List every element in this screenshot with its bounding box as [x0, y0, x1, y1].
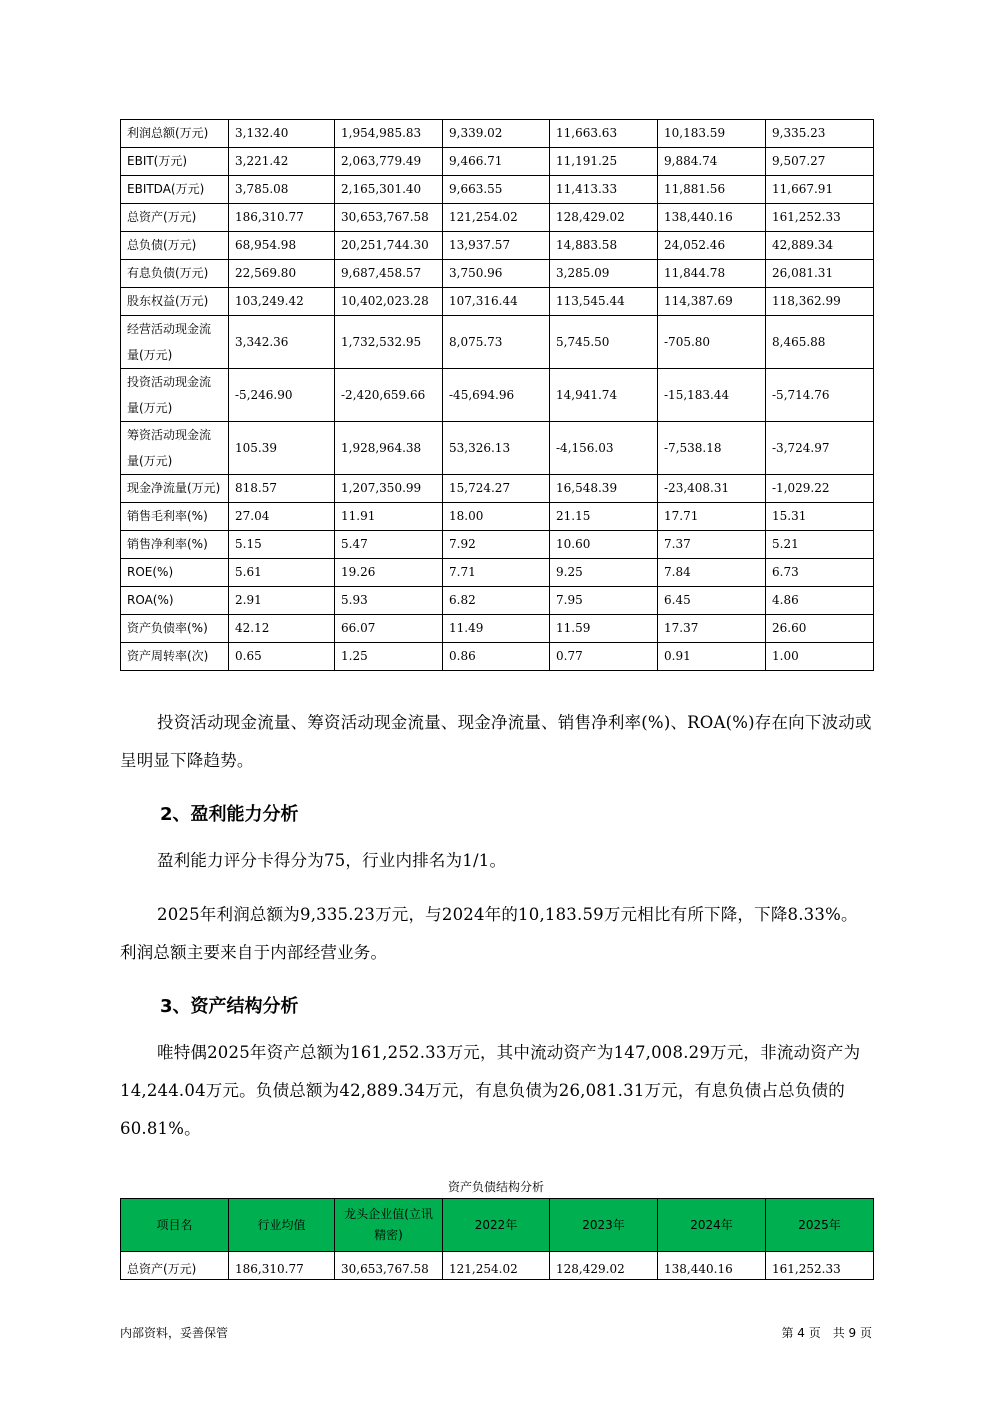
table-cell: 17.37 [658, 615, 766, 643]
table-cell: 9,687,458.57 [335, 260, 443, 288]
table-cell: 5.93 [335, 587, 443, 615]
table-cell: -7,538.18 [658, 422, 766, 475]
row-label: EBITDA(万元) [121, 176, 229, 204]
table-cell: 8,075.73 [443, 316, 550, 369]
row-label: 总资产(万元) [121, 1252, 229, 1280]
table-cell: 26.60 [766, 615, 874, 643]
assets-paragraph [120, 1034, 874, 1148]
table-cell: 19.26 [335, 559, 443, 587]
table-row [121, 176, 874, 204]
row-label: 经营活动现金流量(万元) [121, 316, 229, 369]
table-cell: 5.15 [229, 531, 335, 559]
table-row [121, 503, 874, 531]
table-cell: 24,052.46 [658, 232, 766, 260]
table-cell: 42,889.34 [766, 232, 874, 260]
table-cell: 9,884.74 [658, 148, 766, 176]
table-cell: 11.91 [335, 503, 443, 531]
header-cell: 龙头企业值(立讯精密) [335, 1199, 443, 1252]
table-cell: 128,429.02 [550, 204, 658, 232]
table-cell: 2,063,779.49 [335, 148, 443, 176]
table-cell: 11.49 [443, 615, 550, 643]
table-cell: 17.71 [658, 503, 766, 531]
table-row [121, 260, 874, 288]
table-row [121, 531, 874, 559]
table-cell: 10,183.59 [658, 120, 766, 148]
table-cell: 6.73 [766, 559, 874, 587]
header-cell: 项目名 [121, 1199, 229, 1252]
table-row [121, 559, 874, 587]
table-cell: 1,207,350.99 [335, 475, 443, 503]
table-cell: -4,156.03 [550, 422, 658, 475]
table-cell: 8,465.88 [766, 316, 874, 369]
table-cell: 11,663.63 [550, 120, 658, 148]
row-label: 销售净利率(%) [121, 531, 229, 559]
table-cell: 30,653,767.58 [335, 204, 443, 232]
table-cell: 3,285.09 [550, 260, 658, 288]
table-cell: 13,937.57 [443, 232, 550, 260]
table-cell: 1,732,532.95 [335, 316, 443, 369]
table-row [121, 422, 874, 475]
row-label: 利润总额(万元) [121, 120, 229, 148]
table-cell: 11,413.33 [550, 176, 658, 204]
row-label: ROA(%) [121, 587, 229, 615]
table-cell: -5,714.76 [766, 369, 874, 422]
assets-text: 唯特偶2025年资产总额为161,252.33万元，其中流动资产为147,008.29万元，非流动资产为14,244.04万元。负债总额为42,889.34万元，有息负债为26,081.31万元，有息负债占总负债的60.81%。 [120, 1043, 861, 1138]
section-heading-asset-structure: 3、资产结构分析 [160, 996, 299, 1017]
table-cell: 121,254.02 [443, 204, 550, 232]
table-cell: 1.25 [335, 643, 443, 671]
row-label: 资产周转率(次) [121, 643, 229, 671]
table-cell: 3,785.08 [229, 176, 335, 204]
row-label: 投资活动现金流量(万元) [121, 369, 229, 422]
table-cell: 3,132.40 [229, 120, 335, 148]
table-cell: 18.00 [443, 503, 550, 531]
table-cell: 11,667.91 [766, 176, 874, 204]
row-label: 筹资活动现金流量(万元) [121, 422, 229, 475]
table-row [121, 148, 874, 176]
table-cell: 68,954.98 [229, 232, 335, 260]
table-cell: 14,883.58 [550, 232, 658, 260]
table-cell: -3,724.97 [766, 422, 874, 475]
table-cell: 128,429.02 [550, 1252, 658, 1280]
table-cell: 3,342.36 [229, 316, 335, 369]
table-cell: 1.00 [766, 643, 874, 671]
section-heading-profitability: 2、盈利能力分析 [160, 804, 299, 825]
row-label: 总资产(万元) [121, 204, 229, 232]
table-row [121, 232, 874, 260]
table-cell: 0.77 [550, 643, 658, 671]
row-label: EBIT(万元) [121, 148, 229, 176]
table-cell: 3,221.42 [229, 148, 335, 176]
table-cell: 10,402,023.28 [335, 288, 443, 316]
table-cell: 5,745.50 [550, 316, 658, 369]
footer-confidential-note: 内部资料，妥善保管 [120, 1326, 229, 1340]
table-cell: 9,663.55 [443, 176, 550, 204]
header-cell: 2022年 [443, 1199, 550, 1252]
table-cell: 161,252.33 [766, 1252, 874, 1280]
table-cell: 22,569.80 [229, 260, 335, 288]
table-cell: 11,844.78 [658, 260, 766, 288]
table-cell: 9,466.71 [443, 148, 550, 176]
row-label: ROE(%) [121, 559, 229, 587]
profit-text: 2025年利润总额为9,335.23万元，与2024年的10,183.59万元相比有所下降，下降8.33%。利润总额主要来自于内部经营业务。 [120, 905, 858, 962]
table-cell: 818.57 [229, 475, 335, 503]
table-row [121, 120, 874, 148]
score-text: 盈利能力评分卡得分为75，行业内排名为1/1。 [157, 851, 507, 870]
table-cell: 15,724.27 [443, 475, 550, 503]
table-cell: 16,548.39 [550, 475, 658, 503]
profit-paragraph [120, 896, 874, 972]
table-cell: 66.07 [335, 615, 443, 643]
table-cell: 105.39 [229, 422, 335, 475]
table-cell: 114,387.69 [658, 288, 766, 316]
table-cell: 186,310.77 [229, 1252, 335, 1280]
row-label: 销售毛利率(%) [121, 503, 229, 531]
footer-page-number: 第 4 页 共 9 页 [781, 1326, 872, 1340]
table-cell: 161,252.33 [766, 204, 874, 232]
header-cell: 2025年 [766, 1199, 874, 1252]
table-cell: 2,165,301.40 [335, 176, 443, 204]
table-row [121, 369, 874, 422]
table-cell: 42.12 [229, 615, 335, 643]
table-cell: 7.71 [443, 559, 550, 587]
table-cell: -705.80 [658, 316, 766, 369]
balance-structure-table [120, 1198, 874, 1280]
table-cell: 7.95 [550, 587, 658, 615]
row-label: 股东权益(万元) [121, 288, 229, 316]
trend-paragraph [120, 704, 874, 780]
table-cell: 26,081.31 [766, 260, 874, 288]
table-cell: 10.60 [550, 531, 658, 559]
table-cell: 121,254.02 [443, 1252, 550, 1280]
table-cell: -2,420,659.66 [335, 369, 443, 422]
table-cell: -5,246.90 [229, 369, 335, 422]
table-cell: 1,954,985.83 [335, 120, 443, 148]
table-cell: 20,251,744.30 [335, 232, 443, 260]
table-row [121, 316, 874, 369]
table-cell: 5.61 [229, 559, 335, 587]
table-cell: 9,507.27 [766, 148, 874, 176]
table-row [121, 643, 874, 671]
table-cell: 186,310.77 [229, 204, 335, 232]
table-header-row [121, 1199, 874, 1252]
table-cell: 103,249.42 [229, 288, 335, 316]
table-cell: 7.92 [443, 531, 550, 559]
table-row [121, 1252, 874, 1280]
table-caption: 资产负债结构分析 [447, 1180, 544, 1194]
table-row [121, 615, 874, 643]
table-cell: 21.15 [550, 503, 658, 531]
header-cell: 2023年 [550, 1199, 658, 1252]
table-cell: -23,408.31 [658, 475, 766, 503]
table-cell: 113,545.44 [550, 288, 658, 316]
table-row [121, 204, 874, 232]
table-cell: 11,881.56 [658, 176, 766, 204]
table-row [121, 288, 874, 316]
financial-metrics-table-body [121, 120, 874, 671]
row-label: 有息负债(万元) [121, 260, 229, 288]
table-cell: 7.37 [658, 531, 766, 559]
table-cell: 3,750.96 [443, 260, 550, 288]
table-cell: 14,941.74 [550, 369, 658, 422]
header-cell: 行业均值 [229, 1199, 335, 1252]
table-cell: 27.04 [229, 503, 335, 531]
table-cell: 7.84 [658, 559, 766, 587]
table-cell: 9.25 [550, 559, 658, 587]
table-cell: 53,326.13 [443, 422, 550, 475]
table-cell: 6.45 [658, 587, 766, 615]
table-cell: 5.47 [335, 531, 443, 559]
table-row [121, 587, 874, 615]
table-row [121, 475, 874, 503]
score-paragraph [120, 842, 874, 880]
table-cell: 5.21 [766, 531, 874, 559]
table-cell: 138,440.16 [658, 204, 766, 232]
table-cell: 6.82 [443, 587, 550, 615]
table-cell: 1,928,964.38 [335, 422, 443, 475]
row-label: 资产负债率(%) [121, 615, 229, 643]
table-cell: 4.86 [766, 587, 874, 615]
table-cell: 0.86 [443, 643, 550, 671]
row-label: 总负债(万元) [121, 232, 229, 260]
table-cell: 138,440.16 [658, 1252, 766, 1280]
table-cell: 107,316.44 [443, 288, 550, 316]
table-cell: 0.91 [658, 643, 766, 671]
financial-metrics-table [120, 119, 874, 671]
table-cell: 11.59 [550, 615, 658, 643]
header-cell: 2024年 [658, 1199, 766, 1252]
table-cell: 9,335.23 [766, 120, 874, 148]
table-cell: 0.65 [229, 643, 335, 671]
table-cell: 11,191.25 [550, 148, 658, 176]
table-cell: -1,029.22 [766, 475, 874, 503]
table-cell: 30,653,767.58 [335, 1252, 443, 1280]
table-cell: 15.31 [766, 503, 874, 531]
table-cell: 2.91 [229, 587, 335, 615]
trend-text: 投资活动现金流量、筹资活动现金流量、现金净流量、销售净利率(%)、ROA(%)存在向下波动或呈明显下降趋势。 [120, 713, 872, 770]
table-cell: 9,339.02 [443, 120, 550, 148]
table-cell: -15,183.44 [658, 369, 766, 422]
row-label: 现金净流量(万元) [121, 475, 229, 503]
table-cell: -45,694.96 [443, 369, 550, 422]
table-cell: 118,362.99 [766, 288, 874, 316]
